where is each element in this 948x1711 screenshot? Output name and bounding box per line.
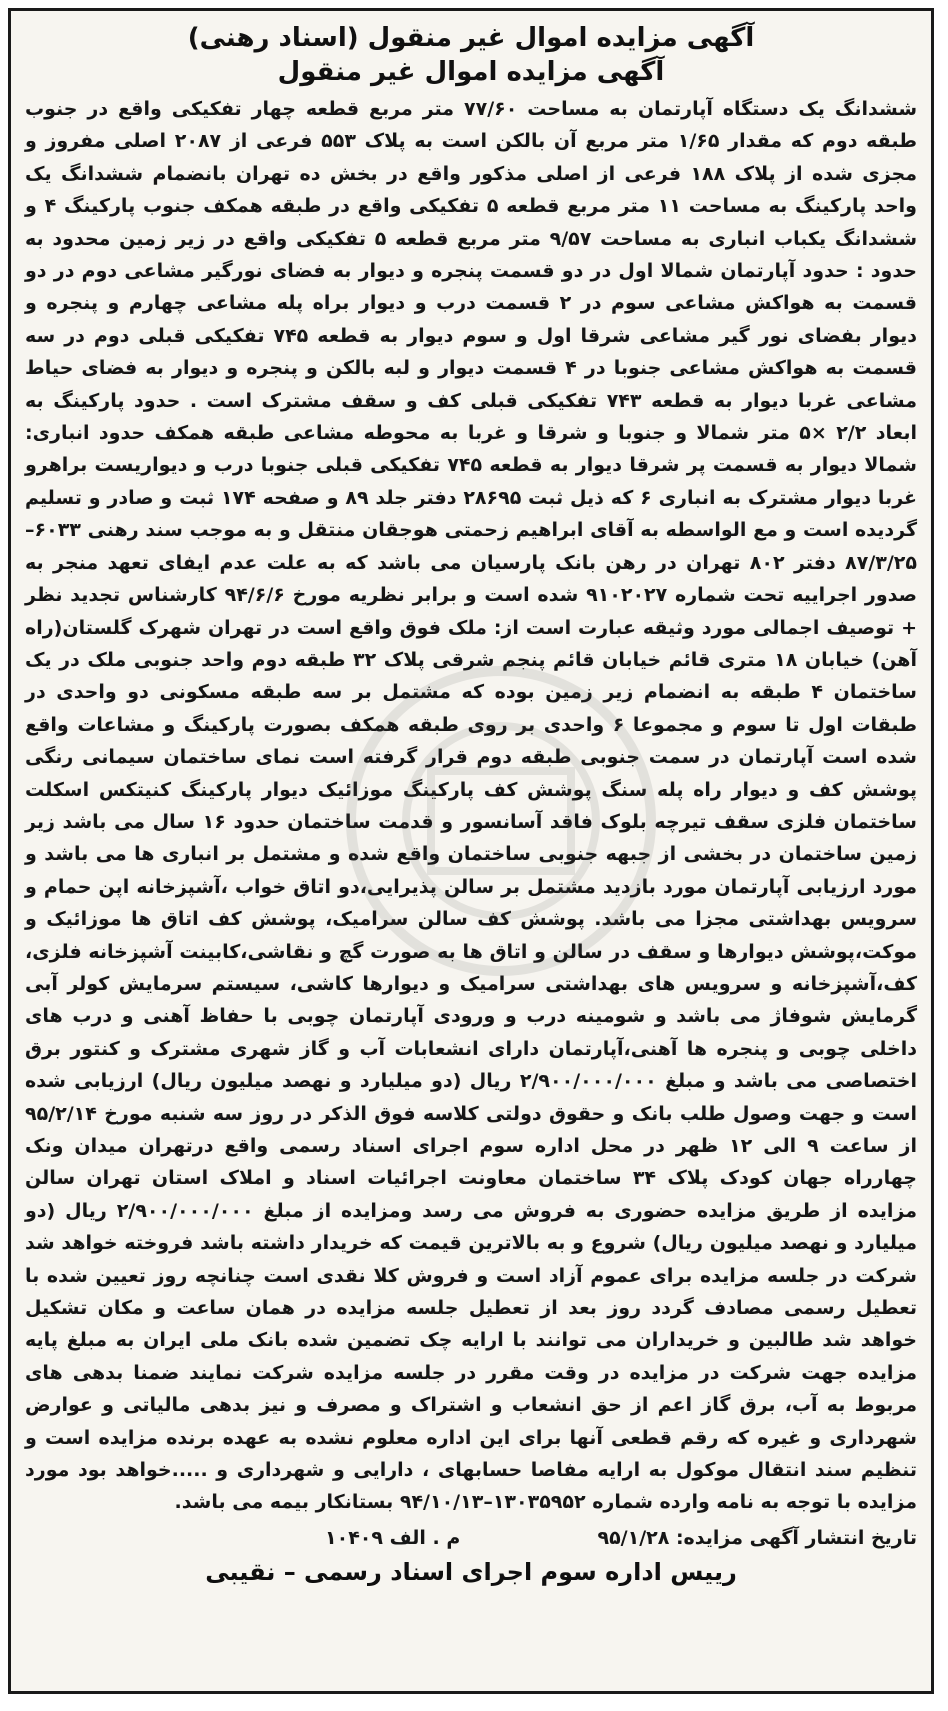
notice-header <box>11 21 931 89</box>
notice-title-secondary: آگهی مزایده اموال غیر منقول <box>277 57 665 87</box>
publish-info <box>25 1523 917 1553</box>
notice-title-primary: آگهی مزایده اموال غیر منقول (اسناد رهنی) <box>187 23 755 53</box>
notice-body <box>11 89 931 1519</box>
signature-line: رییس اداره سوم اجرای اسناد رسمی – نقیبی <box>205 1557 737 1586</box>
reference-code: م . الف ۱۰۴۰۹ <box>325 1526 461 1549</box>
notice-footer <box>11 1519 931 1589</box>
notice-body-paragraph: ششدانگ یک دستگاه آپارتمان به مساحت ۷۷/۶۰ متر مربع قطعه چهار تفکیکی واقع در جنوب طبقه دوم که مقدار ۱/۶۵ متر مربع آن بالکن است به پلاک ۵۵۳ فرعی از ۲۰۸۷ اصلی مفروز و مجزی شده از پلاک ۱۸۸ فرعی از اصلی مذکور واقع در بخش ده تهران بانضمام ششدانگ یک واحد پارکینگ به مساحت ۱۱ متر مربع قطعه ۵ تفکیکی واقع در طبقه همکف جنوب پارکینگ ۴ و ششدانگ یکباب انباری به مساحت ۹/۵۷ متر مربع قطعه ۵ تفکیکی واقع در زیر زمین محدود به حدود : حدود آپارتمان شمالا اول در دو قسمت پنجره و دیوار به فضای نورگیر مشاعی دوم در دو قسمت به هواکش مشاعی سوم در ۲ قسمت درب و دیوار براه پله مشاعی چهارم و پنجره و دیوار بفضای نور گیر مشاعی شرقا اول و سوم دیوار به قطعه ۷۴۵ تفکیکی قبلی دوم در سه قسمت به هواکش مشاعی جنوبا در ۴ قسمت دیوار و لبه بالکن و پنجره و دیوار به فضای حیاط مشاعی غربا دیوار به قطعه ۷۴۳ تفکیکی قبلی کف و سقف مشترک است . حدود پارکینگ به ابعاد ۲/۲ ×۵ متر شمالا و جنوبا و شرقا و غربا به محوطه مشاعی طبقه همکف حدود انباری: شمالا دیوار به قسمت پر شرقا دیوار به قطعه ۷۴۵ تفکیکی قبلی جنوبا درب و دیواریست براهرو غربا دیوار مشترک به انباری ۶ که ذیل ثبت ۲۸۶۹۵ دفتر جلد ۸۹ و صفحه ۱۷۴ ثبت و صادر و تسلیم گردیده است و مع الواسطه به آقای ابراهیم زحمتی هوجقان منتقل و به موجب سند رهنی ۶۰۳۳– ۸۷/۳/۲۵ دفتر ۸۰۲ تهران در رهن بانک پارسیان می باشد که به علت عدم ایفای تعهد منجر به صدور اجراییه تحت شماره ۹۱۰۲۰۲۷ شده است و برابر نظریه مورخ ۹۴/۶/۶ کارشناس تجدید نظر + توصیف اجمالی مورد وثیقه عبارت است از: ملک فوق واقع است در تهران شهرک گلستان(راه آهن) خیابان ۱۸ متری قائم خیابان قائم پنجم شرقی پلاک ۳۲ طبقه دوم واحد جنوبی ملک در یک ساختمان ۴ طبقه به انضمام زیر زمین بوده که مشتمل بر سه طبقه مسکونی دو واحدی در طبقات اول تا سوم و مجموعا ۶ واحدی بر روی طبقه همکف بصورت پارکینگ و مشاعات واقع شده است آپارتمان در سمت جنوبی طبقه دوم قرار گرفته است نمای ساختمان سیمانی رنگی پوشش کف و دیوار راه پله سنگ پوشش کف پارکینگ موزائیک دیوار پارکینگ کنیتکس اسکلت ساختمان فلزی سقف تیرچه بلوک فاقد آسانسور و قدمت ساختمان حدود ۱۶ سال می باشد زیر زمین ساختمان در بخشی از جبهه جنوبی ساختمان واقع شده و مشتمل بر انباری ها می باشد و مورد ارزیابی آپارتمان مورد بازدید مشتمل بر سالن پذیرایی،دو اتاق خواب ،آشپزخانه اپن حمام و سرویس بهداشتی مجزا می باشد. پوشش کف سالن سرامیک، پوشش کف اتاق ها موزائیک و موکت،پوشش دیوارها و سقف در سالن و اتاق ها به صورت گچ و نقاشی،کابینت آشپزخانه فلزی، کف،آشپزخانه و سرویس های بهداشتی سرامیک و دیوارها کاشی، سیستم سرمایش کولر آبی گرمایش شوفاژ می باشد و شومینه درب و ورودی آپارتمان چوبی با حفاظ آهنی و درب های داخلی چوبی و پنجره ها آهنی،آپارتمان دارای انشعابات آب و گاز شهری مشترک و کنتور برق اختصاصی می باشد و مبلغ ۲/۹۰۰/۰۰۰/۰۰۰ ریال (دو میلیارد و نهصد میلیون ریال) ارزیابی شده است و جهت وصول طلب بانک و حقوق دولتی کلاسه فوق الذکر در روز سه شنبه مورخ ۹۵/۲/۱۴ از ساعت ۹ الی ۱۲ ظهر در محل اداره سوم اجرای اسناد رسمی واقع درتهران میدان ونک چهارراه جهان کودک پلاک ۳۴ ساختمان معاونت اجرائیات اسناد و املاک استان تهران سالن مزایده از طریق مزایده حضوری به فروش می رسد ومزایده از مبلغ ۲/۹۰۰/۰۰۰/۰۰۰ ریال (دو میلیارد و نهصد میلیون ریال) شروع و به بالاترین قیمت که خریدار داشته باشد فروخته خواهد شد شرکت در جلسه مزایده برای عموم آزاد است و فروش کلا نقدی است چنانچه روز تعیین شده با تعطیل رسمی مصادف گردد روز بعد از تعطیل جلسه مزایده در همان ساعت و مکان تشکیل خواهد شد طالبین و خریداران می توانند با ارایه چک تضمین شده بانک ملی ایران به مبلغ پایه مزایده جهت شرکت در مزایده در وقت مقرر در جلسه مزایده شرکت نمایند ضمنا بدهی های مربوط به آب، برق گاز اعم از حق انشعاب و اشتراک و مصرف و نیز بدهی مالیاتی و عوارض شهرداری و غیره که رقم قطعی آنها برای این اداره معلوم نشده به عهده برنده مزایده است و تنظیم سند انتقال موکول به ارایه مفاصا حسابهای ، دارایی و شهرداری و .....خواهد بود مورد مزایده با توجه به نامه وارده شماره ۱۳۰۳۵۹۵۲–۹۴/۱۰/۱۳ بستانکار بیمه می باشد. <box>25 98 918 1514</box>
notice-frame <box>8 8 934 1694</box>
publish-date: تاریخ انتشار آگهی مزایده: ۹۵/۱/۲۸ <box>597 1526 917 1549</box>
